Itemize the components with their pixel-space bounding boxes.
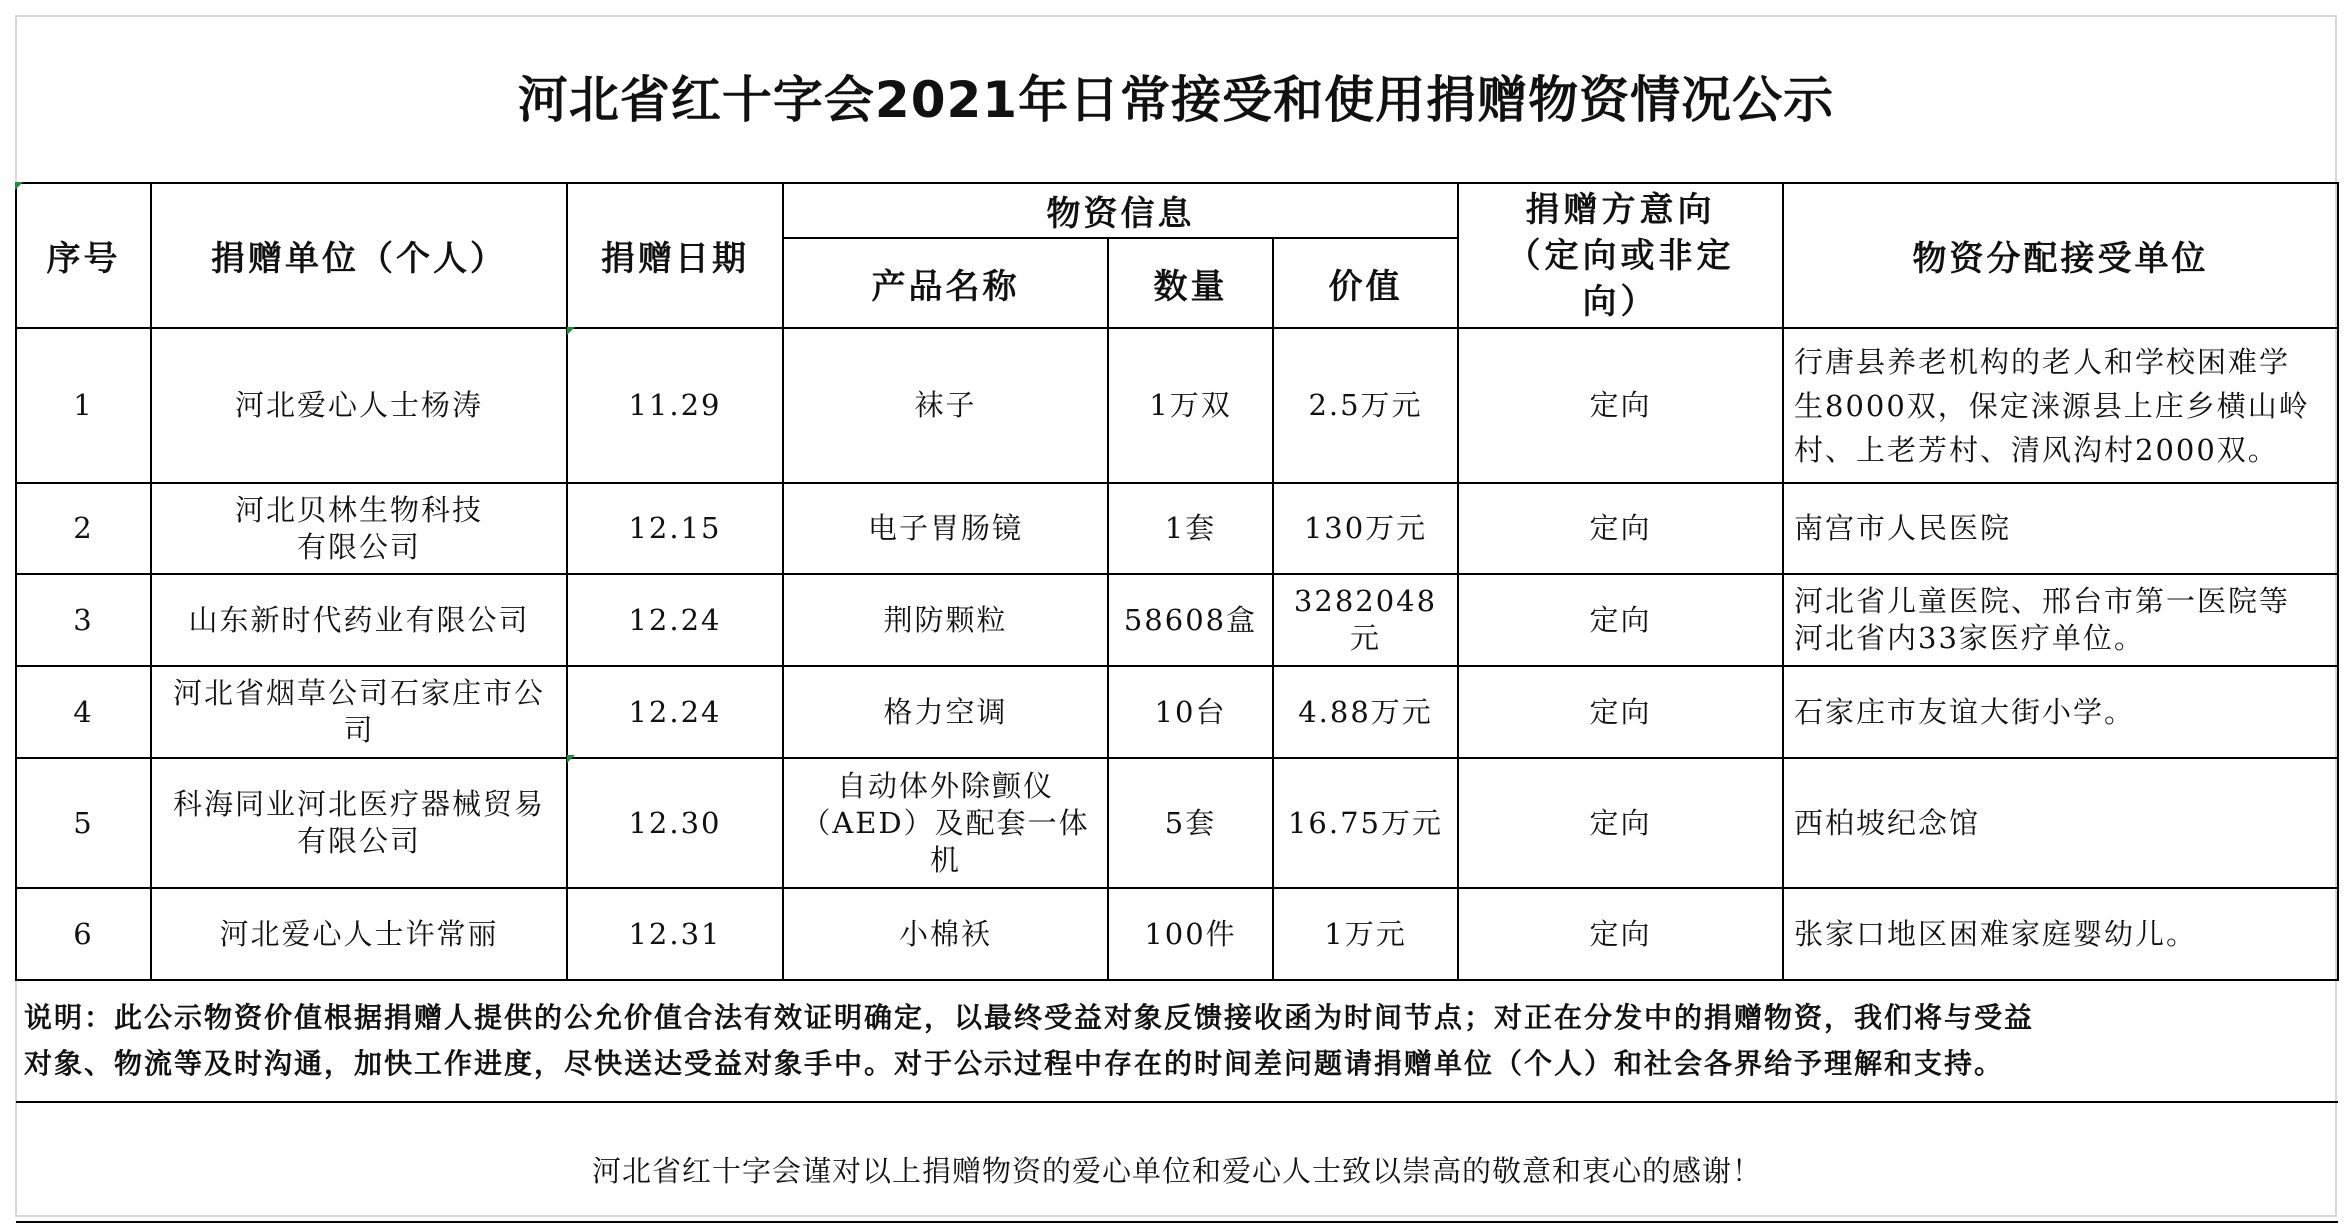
cell-recipient (1783, 888, 2338, 980)
cell-date: 12.30 (567, 758, 783, 888)
cell-product (783, 666, 1108, 758)
header-intent-line3: 向） (1582, 281, 1659, 322)
note-row (16, 980, 2338, 1102)
cell-quantity: 58608盒 (1108, 574, 1273, 666)
cell-recipient (1783, 758, 2338, 888)
donor-line: 河北爱心人士许常丽 (219, 916, 499, 951)
cell-seq: 2 (16, 483, 151, 574)
cell-quantity: 1万双 (1108, 328, 1273, 483)
header-recipient: 物资分配接受单位 (1783, 183, 2338, 328)
cell-corner-mark (15, 182, 23, 190)
cell-intent: 定向 (1458, 574, 1783, 666)
table-row (16, 328, 2338, 483)
donor-line: 山东新时代药业有限公司 (188, 602, 530, 637)
header-value: 价值 (1273, 238, 1458, 328)
recipient-line: 河北省内33家医疗单位。 (1794, 621, 2145, 655)
table-row (16, 483, 2338, 574)
header-donor: 捐赠单位（个人） (151, 183, 567, 328)
cell-product (783, 758, 1108, 888)
header-date: 捐赠日期 (567, 183, 783, 328)
note-line: 说明：此公示物资价值根据捐赠人提供的公允价值合法有效证明确定，以最终受益对象反馈接收函为时间节点；对正在分发中的捐赠物资，我们将与受益 (24, 1001, 2035, 1034)
recipient-line: 南宫市人民医院 (1794, 511, 2012, 545)
cell-seq: 6 (16, 888, 151, 980)
donor-line: 河北爱心人士杨涛 (234, 388, 483, 422)
cell-recipient (1783, 666, 2338, 758)
recipient-line: 村、上老芳村、清风沟村2000双。 (1794, 432, 2279, 467)
cell-intent: 定向 (1458, 758, 1783, 888)
cell-value: 130万元 (1273, 483, 1458, 574)
table-row (16, 888, 2338, 980)
donor-line: 有限公司 (296, 824, 421, 858)
cell-donor (151, 888, 567, 980)
donor-line: 司 (343, 713, 375, 747)
cell-product (783, 328, 1108, 483)
cell-value: 1万元 (1273, 888, 1458, 980)
donor-line: 有限公司 (296, 529, 421, 564)
header-row-1 (16, 183, 2338, 238)
product-line: 电子胃肠镜 (867, 511, 1023, 545)
product-line: 小棉袄 (898, 916, 992, 951)
cell-value: 16.75万元 (1273, 758, 1458, 888)
thanks-text: 河北省红十字会谨对以上捐赠物资的爱心单位和爱心人士致以崇高的敬意和衷心的感谢！ (16, 1102, 2338, 1222)
table-row (16, 758, 2338, 888)
cell-date: 12.24 (567, 666, 783, 758)
product-line: 格力空调 (883, 694, 1008, 729)
cell-product (783, 888, 1108, 980)
header-goods-info: 物资信息 (783, 183, 1458, 238)
cell-product (783, 574, 1108, 666)
product-line: （AED）及配套一体机 (801, 805, 1090, 877)
header-seq: 序号 (16, 183, 151, 328)
cell-recipient (1783, 483, 2338, 574)
cell-quantity: 10台 (1108, 666, 1273, 758)
cell-intent: 定向 (1458, 328, 1783, 483)
recipient-line: 西柏坡纪念馆 (1794, 805, 1981, 840)
cell-value: 2.5万元 (1273, 328, 1458, 483)
cell-quantity: 1套 (1108, 483, 1273, 574)
cell-donor (151, 758, 567, 888)
recipient-line: 张家口地区困难家庭婴幼儿。 (1794, 916, 2198, 951)
cell-donor (151, 574, 567, 666)
cell-date: 11.29 (567, 328, 783, 483)
page-title: 河北省红十字会2021年日常接受和使用捐赠物资情况公示 (517, 71, 1835, 129)
cell-date: 12.15 (567, 483, 783, 574)
cell-seq: 1 (16, 328, 151, 483)
header-intent (1458, 183, 1783, 328)
recipient-line: 行唐县养老机构的老人和学校困难学 (1794, 344, 2291, 379)
cell-intent: 定向 (1458, 888, 1783, 980)
recipient-line: 石家庄市友谊大街小学。 (1794, 694, 2136, 729)
cell-value: 4.88万元 (1273, 666, 1458, 758)
table-row (16, 666, 2338, 758)
header-intent-line1: 捐赠方意向 (1525, 189, 1716, 230)
cell-date: 12.24 (567, 574, 783, 666)
header-quantity: 数量 (1108, 238, 1273, 328)
donor-line: 科海同业河北医疗器械贸易 (172, 787, 545, 821)
note-text (16, 980, 2338, 1102)
cell-value: 3282048元 (1273, 574, 1458, 666)
recipient-line: 生8000双，保定涞源县上庄乡横山岭 (1794, 388, 2310, 423)
header-product: 产品名称 (783, 238, 1108, 328)
cell-quantity: 5套 (1108, 758, 1273, 888)
table-row (16, 574, 2338, 666)
cell-donor (151, 328, 567, 483)
cell-quantity: 100件 (1108, 888, 1273, 980)
cell-intent: 定向 (1458, 483, 1783, 574)
cell-intent: 定向 (1458, 666, 1783, 758)
cell-recipient (1783, 574, 2338, 666)
cell-product (783, 483, 1108, 574)
cell-seq: 5 (16, 758, 151, 888)
donor-line: 河北省烟草公司石家庄市公 (172, 676, 545, 710)
cell-corner-mark (567, 327, 575, 335)
cell-corner-mark (567, 755, 575, 763)
recipient-line: 河北省儿童医院、邢台市第一医院等 (1794, 584, 2291, 618)
cell-seq: 3 (16, 574, 151, 666)
header-intent-line2: （定向或非定 (1506, 235, 1735, 276)
cell-seq: 4 (16, 666, 151, 758)
donor-line: 河北贝林生物科技 (234, 492, 483, 527)
note-line: 对象、物流等及时沟通，加快工作进度，尽快送达受益对象手中。对于公示过程中存在的时间差问题请捐赠单位（个人）和社会各界给予理解和支持。 (24, 1047, 2005, 1080)
donation-table (15, 182, 2339, 1223)
cell-donor (151, 666, 567, 758)
thanks-row (16, 1102, 2338, 1222)
product-line: 荆防颗粒 (883, 602, 1008, 637)
product-line: 袜子 (914, 388, 977, 422)
cell-date: 12.31 (567, 888, 783, 980)
cell-recipient (1783, 328, 2338, 483)
product-line: 自动体外除颤仪 (836, 768, 1054, 803)
cell-donor (151, 483, 567, 574)
